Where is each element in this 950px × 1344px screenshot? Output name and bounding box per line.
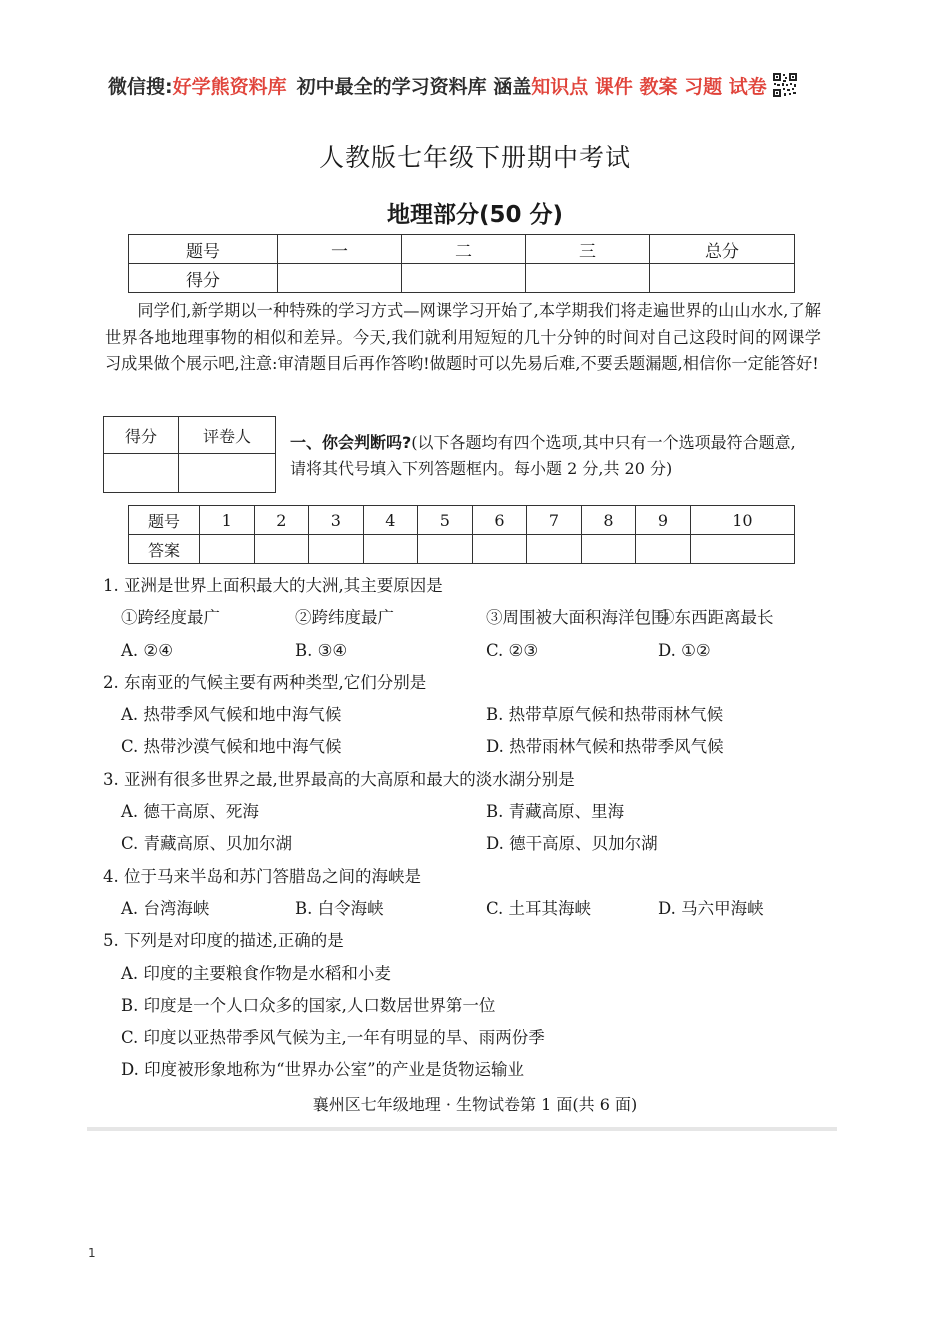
option-c: C. 土耳其海峡 bbox=[486, 898, 592, 918]
page-divider bbox=[87, 1127, 837, 1131]
question-number: 3 bbox=[309, 506, 364, 535]
answer-cell[interactable] bbox=[472, 535, 527, 564]
answer-cell[interactable] bbox=[636, 535, 691, 564]
question-number: 10 bbox=[690, 506, 794, 535]
header-cell: 二 bbox=[402, 235, 526, 264]
section-1-instructions: (以下各题均有四个选项,其中只有一个选项最符合题意,请将其代号填入下列答题框内。每小题 2 分,共 20 分) bbox=[290, 433, 796, 478]
option-d: D. 印度被形象地称为“世界办公室”的产业是货物运输业 bbox=[121, 1060, 525, 1080]
score-cell[interactable] bbox=[104, 454, 179, 493]
question-number: 4 bbox=[363, 506, 418, 535]
grader-cell[interactable] bbox=[179, 454, 276, 493]
question-4 bbox=[103, 861, 823, 926]
score-cell[interactable] bbox=[650, 264, 795, 293]
row-label: 得分 bbox=[129, 264, 278, 293]
section-subtitle: 地理部分(50 分) bbox=[386, 202, 564, 228]
option-c: C. 印度以亚热带季风气候为主,一年有明显的旱、雨两份季 bbox=[121, 1028, 545, 1048]
table-row bbox=[104, 454, 276, 493]
number-label: 题号 bbox=[129, 506, 200, 535]
option-c: C. 热带沙漠气候和地中海气候 bbox=[121, 737, 342, 757]
question-stem: 1. 亚洲是世界上面积最大的大洲,其主要原因是 bbox=[103, 576, 443, 595]
question-number: 5 bbox=[418, 506, 473, 535]
grader-table bbox=[103, 416, 276, 493]
question-number: 2 bbox=[254, 506, 309, 535]
option-list bbox=[103, 893, 823, 925]
question-number: 9 bbox=[636, 506, 691, 535]
exam-title: 人教版七年级下册期中考试 bbox=[318, 143, 631, 172]
option-row bbox=[103, 731, 823, 763]
page-footer: 襄州区七年级地理 · 生物试卷第 1 面(共 6 面) bbox=[312, 1095, 638, 1114]
intro-paragraph bbox=[105, 298, 821, 378]
option-row bbox=[103, 796, 823, 828]
question-number: 6 bbox=[472, 506, 527, 535]
header-cell: 三 bbox=[526, 235, 650, 264]
question-number: 7 bbox=[527, 506, 582, 535]
option-row bbox=[103, 699, 823, 731]
question-stem: 3. 亚洲有很多世界之最,世界最高的大高原和最大的淡水湖分别是 bbox=[103, 769, 575, 789]
section-1-heading bbox=[290, 430, 810, 482]
header-cell: 一 bbox=[278, 235, 402, 264]
option-d: D. ①② bbox=[658, 640, 711, 660]
question-2 bbox=[103, 667, 823, 764]
answer-cell[interactable] bbox=[254, 535, 309, 564]
statement-item: ④东西距离最长 bbox=[658, 608, 774, 628]
option-d: D. 马六甲海峡 bbox=[658, 898, 764, 918]
option-list bbox=[103, 635, 823, 667]
option-b: B. 白令海峡 bbox=[295, 898, 384, 918]
option-b: B. ③④ bbox=[295, 640, 348, 660]
option-a: A. 台湾海峡 bbox=[121, 898, 210, 918]
statement-item: ③周围被大面积海洋包围 bbox=[486, 608, 668, 628]
section-1-title: 一、你会判断吗? bbox=[290, 433, 412, 452]
score-cell[interactable] bbox=[278, 264, 402, 293]
question-1 bbox=[103, 570, 823, 667]
question-3 bbox=[103, 764, 823, 861]
option-b: B. 印度是一个人口众多的国家,人口数居世界第一位 bbox=[121, 995, 496, 1015]
option-d: D. 热带雨林气候和热带季风气候 bbox=[486, 737, 724, 757]
question-number: 8 bbox=[581, 506, 636, 535]
question-stem: 5. 下列是对印度的描述,正确的是 bbox=[103, 931, 344, 951]
answer-cell[interactable] bbox=[363, 535, 418, 564]
page-number: 1 bbox=[88, 1246, 96, 1260]
promo-banner bbox=[108, 70, 808, 100]
qr-code-icon bbox=[773, 73, 797, 97]
answer-cell[interactable] bbox=[200, 535, 255, 564]
option-a: A. 热带季风气候和地中海气候 bbox=[121, 705, 342, 725]
answer-cell[interactable] bbox=[690, 535, 794, 564]
banner-search-label: 微信搜: bbox=[108, 75, 173, 98]
option-d: D. 德干高原、贝加尔湖 bbox=[486, 834, 658, 854]
banner-account-name: 好学熊资料库 bbox=[172, 75, 287, 98]
score-cell[interactable] bbox=[402, 264, 526, 293]
question-stem: 2. 东南亚的气候主要有两种类型,它们分别是 bbox=[103, 672, 427, 692]
answer-cell[interactable] bbox=[309, 535, 364, 564]
score-label: 得分 bbox=[104, 417, 179, 454]
table-row bbox=[129, 506, 795, 535]
question-list bbox=[103, 570, 823, 1087]
intro-text: 同学们,新学期以一种特殊的学习方式—网课学习开始了,本学期我们将走遍世界的山山水水,了解世界各地地理事物的相似和差异。今天,我们就利用短短的几十分钟的时间对自己这段时间的网课学习成果做个展示吧,注意:审清题目后再作答哟!做题时可以先易后难,不要丢题漏题,相信你一定能答好! bbox=[105, 301, 821, 373]
option-c: C. 青藏高原、贝加尔湖 bbox=[121, 834, 293, 854]
option-b: B. 热带草原气候和热带雨林气候 bbox=[486, 705, 724, 725]
option-a: A. 印度的主要粮食作物是水稻和小麦 bbox=[121, 963, 391, 983]
answer-cell[interactable] bbox=[581, 535, 636, 564]
banner-resource-types: 知识点 课件 教案 习题 试卷 bbox=[531, 75, 767, 98]
question-5 bbox=[103, 925, 823, 1086]
table-row bbox=[129, 535, 795, 564]
grader-label: 评卷人 bbox=[179, 417, 276, 454]
question-number: 1 bbox=[200, 506, 255, 535]
score-cell[interactable] bbox=[526, 264, 650, 293]
banner-description: 初中最全的学习资料库 涵盖 bbox=[296, 75, 532, 98]
header-cell: 题号 bbox=[129, 235, 278, 264]
answer-cell[interactable] bbox=[418, 535, 473, 564]
question-stem: 4. 位于马来半岛和苏门答腊岛之间的海峡是 bbox=[103, 866, 421, 886]
answer-label: 答案 bbox=[129, 535, 200, 564]
option-a: A. ②④ bbox=[121, 640, 173, 660]
answer-cell[interactable] bbox=[527, 535, 582, 564]
option-a: A. 德干高原、死海 bbox=[121, 802, 259, 822]
statement-item: ①跨经度最广 bbox=[121, 608, 220, 628]
table-row bbox=[129, 264, 795, 293]
option-b: B. 青藏高原、里海 bbox=[486, 802, 625, 822]
table-row bbox=[104, 417, 276, 454]
header-cell: 总分 bbox=[650, 235, 795, 264]
option-c: C. ②③ bbox=[486, 640, 539, 660]
statement-item: ②跨纬度最广 bbox=[295, 608, 394, 628]
statement-list bbox=[103, 602, 823, 634]
answer-grid bbox=[128, 505, 795, 564]
score-summary-table bbox=[128, 234, 795, 293]
table-row bbox=[129, 235, 795, 264]
option-row bbox=[103, 828, 823, 860]
